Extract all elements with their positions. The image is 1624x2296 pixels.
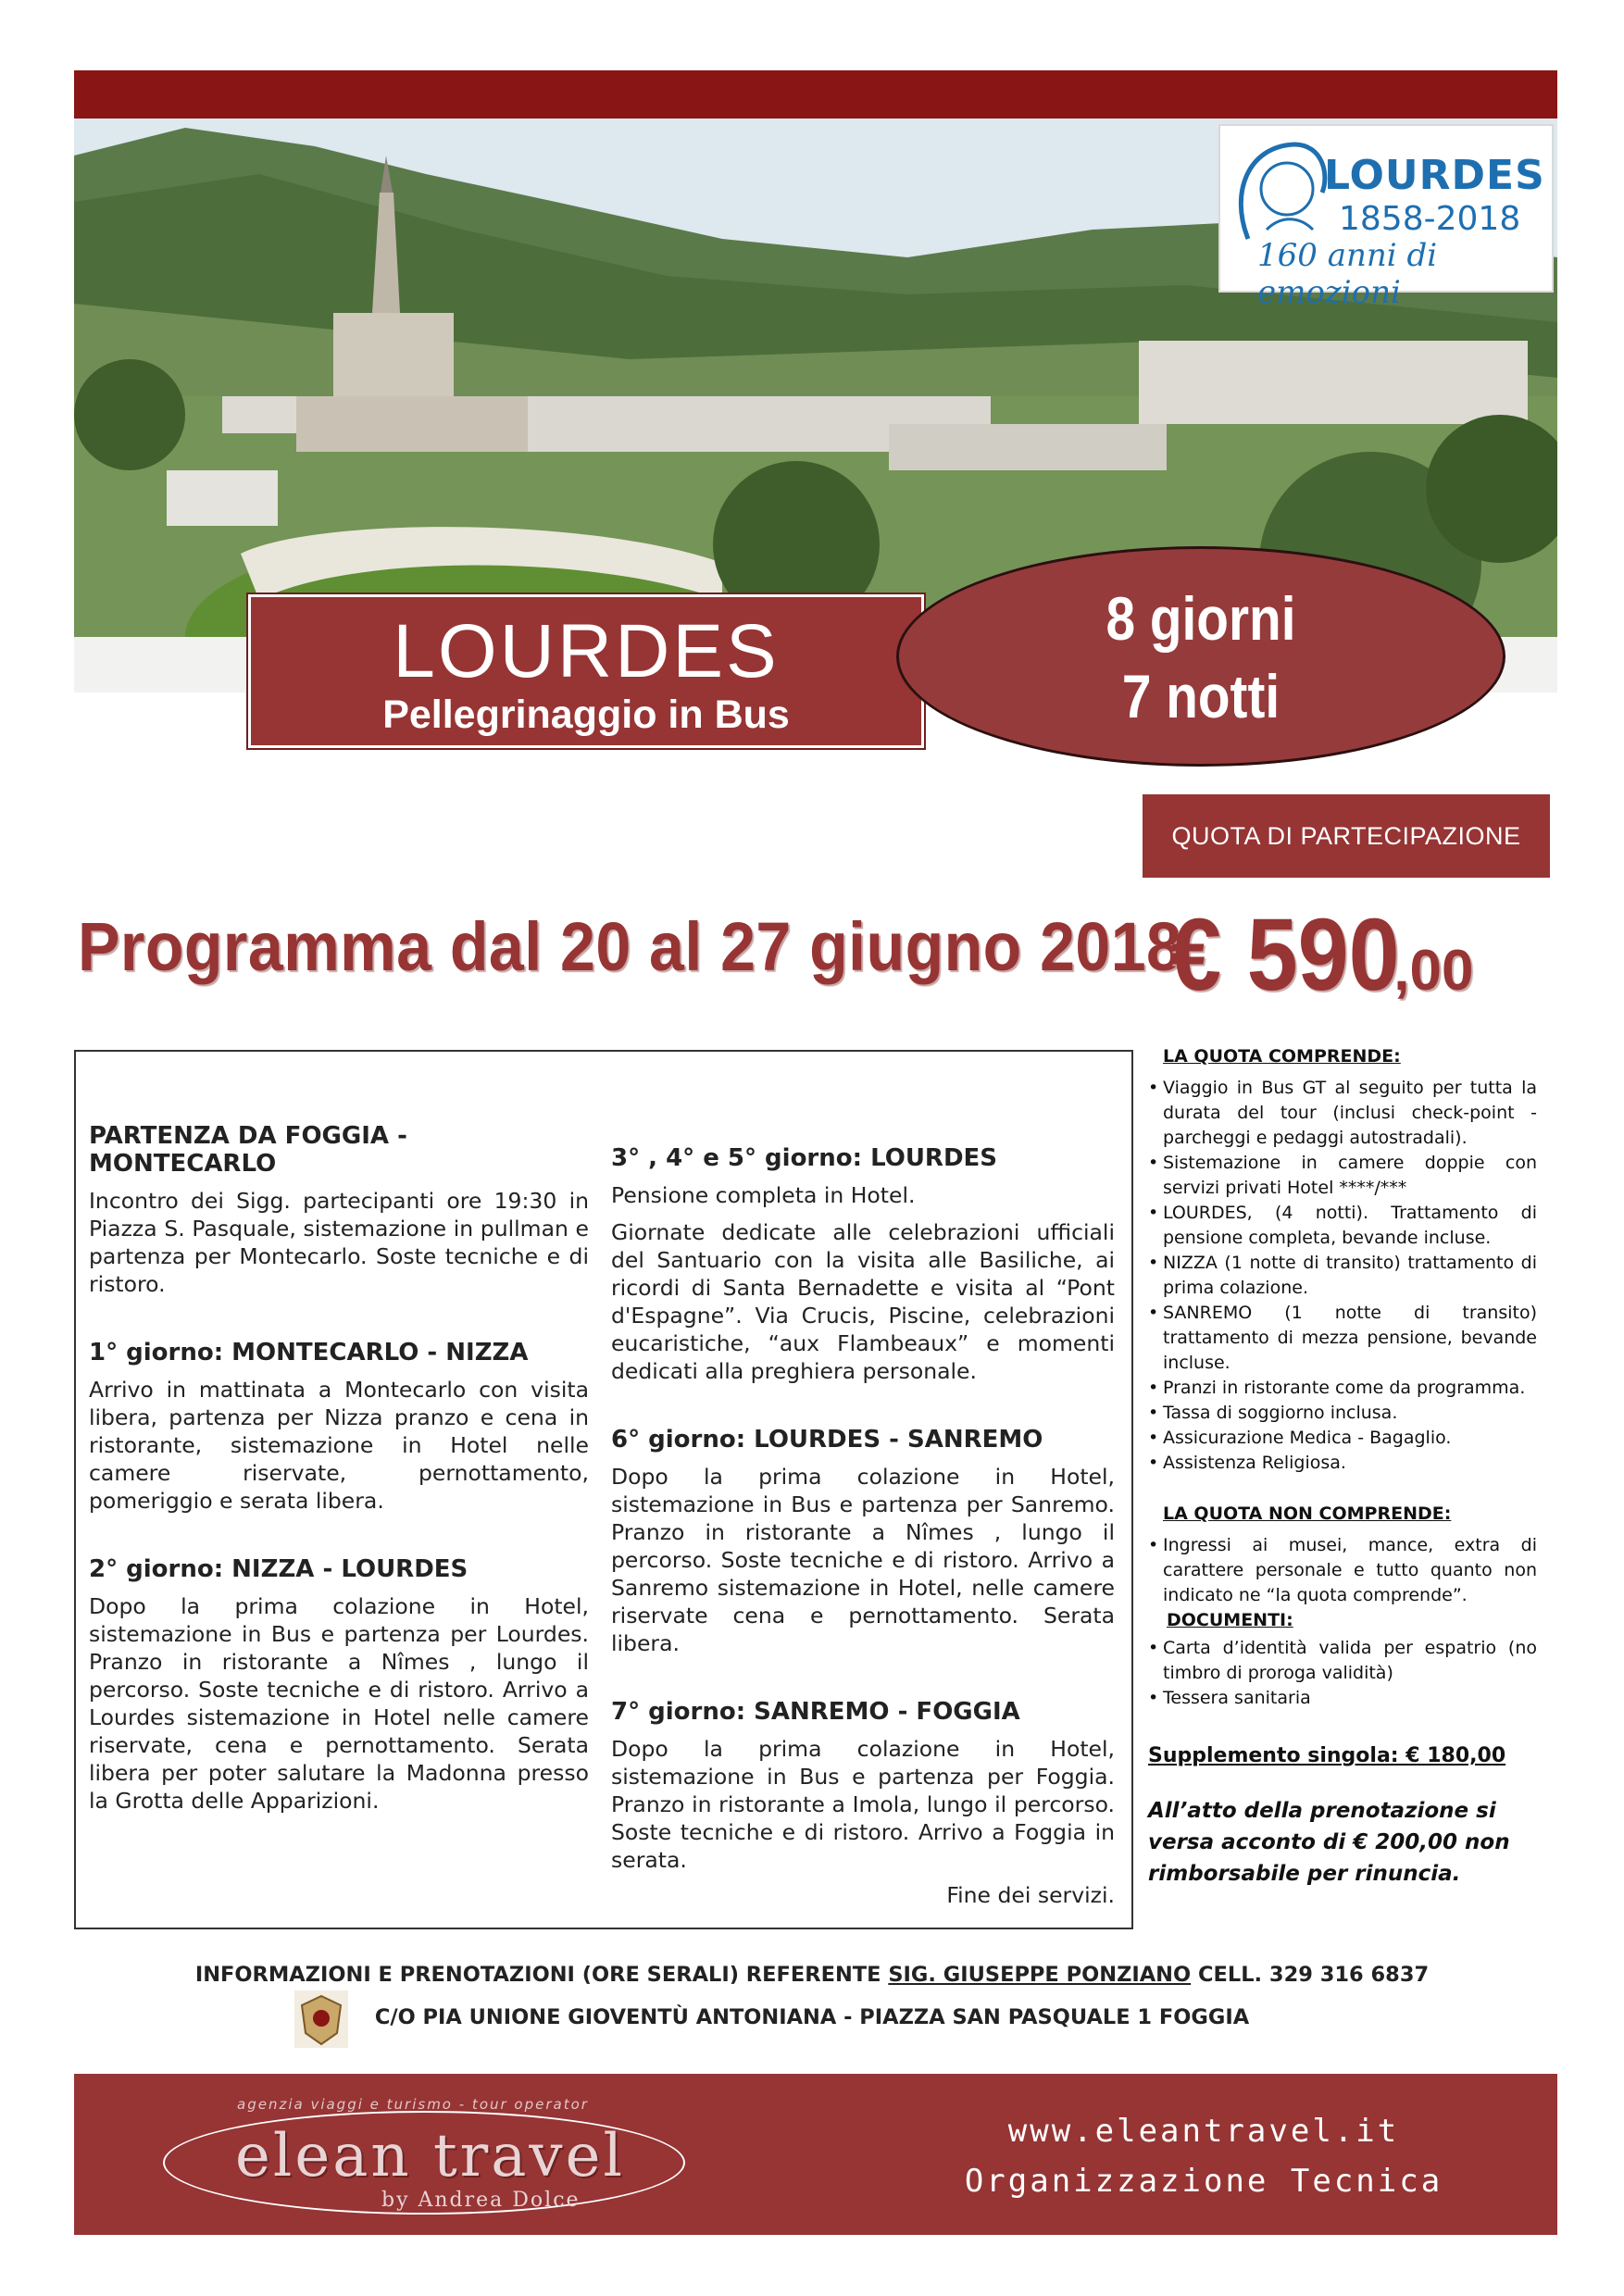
agency-logo-by: by Andrea Dolce	[381, 2189, 581, 2212]
includes-heading: LA QUOTA COMPRENDE:	[1163, 1046, 1401, 1067]
program-left-column	[89, 1122, 589, 1815]
title-panel	[248, 594, 924, 748]
agency-website: www.eleantravel.it	[1007, 2113, 1400, 2150]
duration-badge	[896, 546, 1505, 767]
list-item: • Tessera sanitaria	[1148, 1686, 1537, 1711]
list-item: • Pranzi in ristorante come da programma.	[1148, 1376, 1537, 1401]
day-title: 3° , 4° e 5° giorno: LOURDES	[611, 1144, 998, 1172]
excludes-list	[1148, 1533, 1537, 1608]
day-title: PARTENZA DA FOGGIA - MONTECARLO	[89, 1122, 407, 1178]
end-note: Fine dei servizi.	[946, 1882, 1115, 1908]
referent-phone: CELL. 329 316 6837	[1191, 1963, 1430, 1987]
list-item: • Assistenza Religiosa.	[1148, 1451, 1537, 1476]
price-main: € 590	[1170, 898, 1400, 1012]
day-body: Pensione completa in Hotel.	[611, 1182, 916, 1208]
address-line: C/O PIA UNIONE GIOVENTÙ ANTONIANA - PIAZZA SAN PASQUALE 1 FOGGIA	[374, 2005, 1250, 2029]
excludes-heading: LA QUOTA NON COMPRENDE:	[1163, 1504, 1452, 1524]
programma-title: Programma dal 20 al 27 giugno 2018	[78, 908, 1182, 985]
day-body: Arrivo in mattinata a Montecarlo con visita libera, partenza per Nizza pranzo e cena in ristorante, sistemazione in Hotel nelle camere riservate, pernottamento, pomeriggio e serata libera.	[89, 1377, 589, 1514]
logo-tagline: 160 anni di emozioni	[1257, 237, 1438, 311]
quota-details	[1148, 1046, 1537, 1890]
duration-days: 8 giorni	[1106, 584, 1296, 653]
list-item: • LOURDES, (4 notti). Trattamento di pensione completa, bevande incluse.	[1148, 1201, 1537, 1251]
includes-list	[1148, 1076, 1537, 1476]
list-item: • Assicurazione Medica - Bagaglio.	[1148, 1426, 1537, 1451]
page-title: LOURDES	[393, 609, 780, 693]
list-item: • Tassa di soggiorno inclusa.	[1148, 1401, 1537, 1426]
single-supplement: Supplemento singola: € 180,00	[1148, 1744, 1506, 1767]
day-body: Incontro dei Sigg. partecipanti ore 19:30 in Piazza S. Pasquale, sistemazione in pullman e partenza per Montecarlo. Soste tecniche e di ristoro.	[89, 1188, 589, 1297]
documents-heading: DOCUMENTI:	[1167, 1610, 1293, 1630]
price	[1170, 896, 1473, 1014]
day-title: 1° giorno: MONTECARLO - NIZZA	[89, 1339, 529, 1366]
anniversary-logo	[1218, 124, 1554, 311]
referent-name: SIG. GIUSEPPE PONZIANO	[888, 1963, 1192, 1987]
top-band	[74, 70, 1557, 119]
day-title: 2° giorno: NIZZA - LOURDES	[89, 1555, 468, 1583]
list-item: • Ingressi ai musei, mance, extra di carattere personale e tutto quanto non indicato ne “la quota comprende”.	[1148, 1533, 1537, 1608]
day-body: Dopo la prima colazione in Hotel, sistemazione in Bus e partenza per Foggia. Pranzo in ristorante a Imola, lungo il percorso. Soste tecniche e di ristoro. Arrivo a Foggia in serata.	[611, 1736, 1115, 1873]
list-item: • Viaggio in Bus GT al seguito per tutta la durata del tour (inclusi check-point - parcheggi e pedaggi autostradali).	[1148, 1076, 1537, 1151]
logo-title: LOURDES	[1324, 152, 1545, 199]
bernadette-portrait-icon	[1230, 137, 1331, 248]
info-prefix: INFORMAZIONI E PRENOTAZIONI (ORE SERALI) REFERENTE	[194, 1963, 889, 1987]
day-body: Dopo la prima colazione in Hotel, sistemazione in Bus e partenza per Sanremo. Pranzo in ristorante a Nîmes , lungo il percorso. Soste tecniche e di ristoro. Arrivo a Sanremo sistemazione in Hotel, nelle camere riservate cena e pernottamento. Serata libera.	[611, 1464, 1115, 1656]
day-title: 7° giorno: SANREMO - FOGGIA	[611, 1698, 1020, 1726]
agency-logo-name: elean travel	[235, 2122, 625, 2190]
day-body: Dopo la prima colazione in Hotel, sistemazione in Bus e partenza per Lourdes. Pranzo in ristorante a Nîmes , lungo il percorso. Soste tecniche e di ristoro. Arrivo a Lourdes sistemazione in Hotel nelle camere riservate, cena e pernottamento. Serata libera per poter salutare la Madonna presso la Grotta delle Apparizioni.	[89, 1593, 589, 1814]
info-line	[0, 1963, 1624, 1987]
program-right-column	[611, 1144, 1115, 1909]
logo-years: 1858-2018	[1339, 200, 1521, 238]
list-item: • SANREMO (1 notte di transito) trattamento di mezza pensione, bevande incluse.	[1148, 1301, 1537, 1376]
quota-label-box	[1143, 794, 1550, 878]
documents-list	[1148, 1636, 1537, 1711]
duration-nights: 7 notti	[1121, 662, 1280, 730]
organizzazione-tecnica: Organizzazione Tecnica	[964, 2163, 1443, 2200]
page-subtitle: Pellegrinaggio in Bus	[382, 693, 790, 737]
deposit-note: All’atto della prenotazione si versa acconto di € 200,00 non rimborsabile per rinuncia.	[1148, 1799, 1510, 1886]
day-body: Giornate dedicate alle celebrazioni ufficiali del Santuario con la visita alle Basiliche, ai ricordi di Santa Bernadette e visita al “Pont d'Espagne”. Via Crucis, Piscine, celebrazioni eucaristiche, “aux Flambeaux” e momenti dedicati alla preghiera personale.	[611, 1219, 1115, 1384]
list-item: • Sistemazione in camere doppie con servizi privati Hotel ****/***	[1148, 1151, 1537, 1201]
price-cents: ,00	[1393, 939, 1474, 1003]
list-item: • Carta d’identità valida per espatrio (no timbro di proroga validità)	[1148, 1636, 1537, 1686]
agency-banner	[74, 2074, 1557, 2235]
list-item: • NIZZA (1 notte di transito) trattamento di prima colazione.	[1148, 1251, 1537, 1301]
day-title: 6° giorno: LOURDES - SANREMO	[611, 1426, 1043, 1454]
quota-label: QUOTA DI PARTECIPAZIONE	[1171, 822, 1521, 850]
agency-tagline: agenzia viaggi e turismo - tour operator	[237, 2096, 589, 2113]
program-box	[74, 1050, 1133, 1929]
